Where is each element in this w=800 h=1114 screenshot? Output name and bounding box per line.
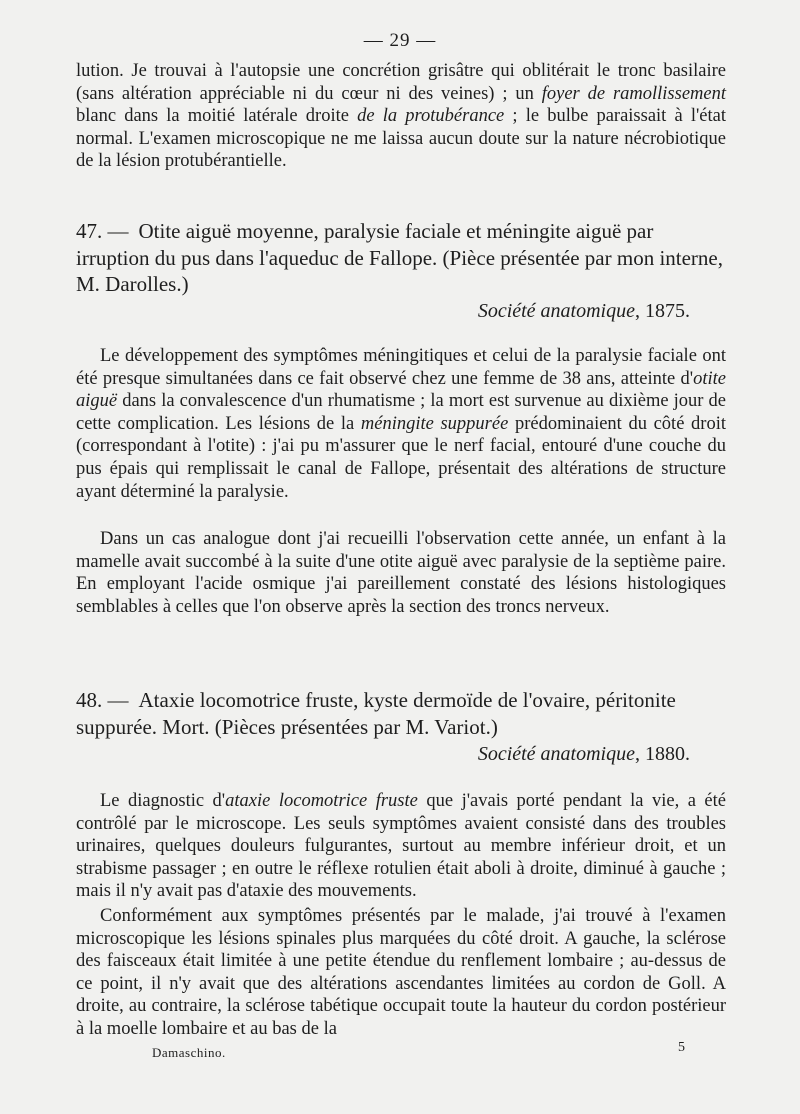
obs47-p1-text-a: Le développement des symptômes méningitiques et celui de la paralysie faciale ont été presque simultanées dans ce fait observé chez une femme de 38 ans, atteinte d' — [76, 346, 726, 389]
obs47-p1-text-c: prédominaient du côté droit (correspondant à l'otite) : j'ai pu m'assurer que le nerf facial, entouré d'une couche du pus épais qui remplissait le canal de Fallope, présentait des altérations de structure ayant déterminé la paralysie. — [76, 413, 726, 502]
obs48-p1-text-b: que j'avais porté pendant la vie, a été contrôlé par le microscope. Les seuls symptômes avaient consisté dans des troubles urinaires, quelques douleurs fulgurantes, surtout au membre inférieur droit, et un strabisme passager ; en outre le réflexe rotulien était aboli à droite, diminué à gauche ; mais il n'y avait pas d'ataxie des mouvements. — [76, 791, 726, 902]
obs48-heading — [76, 687, 726, 740]
obs47-p1-emphasis-2: méningite suppurée — [360, 413, 509, 434]
obs47-heading — [76, 218, 726, 298]
obs47-paragraph-2: Dans un cas analogue dont j'ai recueilli l'observation cette année, un enfant à la mamelle avait succombé à la suite d'une otite aiguë avec paralysie de la septième paire. En employant l'acide osmique j'ai pareillement constaté des lésions histologiques semblables à celles que l'on observe après la section des troncs nerveux. — [76, 529, 726, 617]
obs48-p1-emphasis-1: ataxie locomotrice fruste — [225, 791, 418, 811]
obs47-p1-emphasis-1: otite aiguë — [76, 368, 726, 412]
obs47-paragraph-1 — [76, 345, 726, 503]
obs48-number: 48. — — [76, 688, 129, 712]
obs47-title: Otite aiguë moyenne, paralysie faciale et méningite aiguë par irruption du pus dans l'aqueduc de Fallope. (Pièce présentée par mon interne, M. Darolles.) — [76, 219, 724, 296]
obs48-year: , 1880. — [635, 743, 690, 765]
obs47-year: , 1875. — [635, 300, 690, 322]
obs48-society: Société anatomique — [477, 743, 635, 765]
intro-emphasis-2: de la protubérance — [357, 106, 505, 127]
obs47-society: Société anatomique — [477, 300, 635, 322]
obs48-source — [76, 743, 690, 766]
intro-emphasis-1: foyer de ramollissement — [541, 83, 726, 104]
page-number: — 29 — — [363, 30, 437, 51]
intro-text-c: ; le bulbe paraissait à l'état normal. L'examen microscopique ne me laissa aucun doute sur la nature nécrobiotique de la lésion protubérantielle. — [76, 106, 727, 172]
intro-text-b: blanc dans la moitié latérale droite — [76, 106, 358, 127]
obs47-number: 47. — — [76, 219, 129, 243]
obs48-paragraph-1 — [76, 790, 726, 903]
obs48-p1-text-a: Le diagnostic d' — [100, 791, 226, 811]
obs48-title: Ataxie locomotrice fruste, kyste dermoïde de l'ovaire, péritonite suppurée. Mort. (Pièces présentées par M. Variot.) — [76, 688, 676, 739]
obs47-p1-text-b: dans la convalescence d'un rhumatisme ; la mort est survenue au dixième jour de cette complication. Les lésions de la — [76, 391, 726, 434]
footer-author: Damaschino. — [152, 1045, 226, 1060]
footer-signature: 5 — [678, 1040, 685, 1055]
obs48-paragraph-2: Conformément aux symptômes présentés par le malade, j'ai trouvé à l'examen microscopique les lésions spinales plus marquées du côté droit. A gauche, la sclérose des faisceaux était limitée à une petite étendue du renflement lombaire ; au-dessus de ce point, il n'y avait que des altérations ascendantes limitées au cordon de Goll. A droite, au contraire, la sclérose tabétique occupait toute la hauteur du cordon postérieur à la moelle lombaire et au bas de la — [76, 906, 726, 1039]
intro-paragraph — [76, 60, 726, 173]
intro-text-a: lution. Je trouvai à l'autopsie une concrétion grisâtre qui oblitérait le tronc basilaire (sans altération appréciable ni du cœur ni des veines) ; un — [76, 61, 726, 104]
obs47-source — [76, 300, 690, 323]
